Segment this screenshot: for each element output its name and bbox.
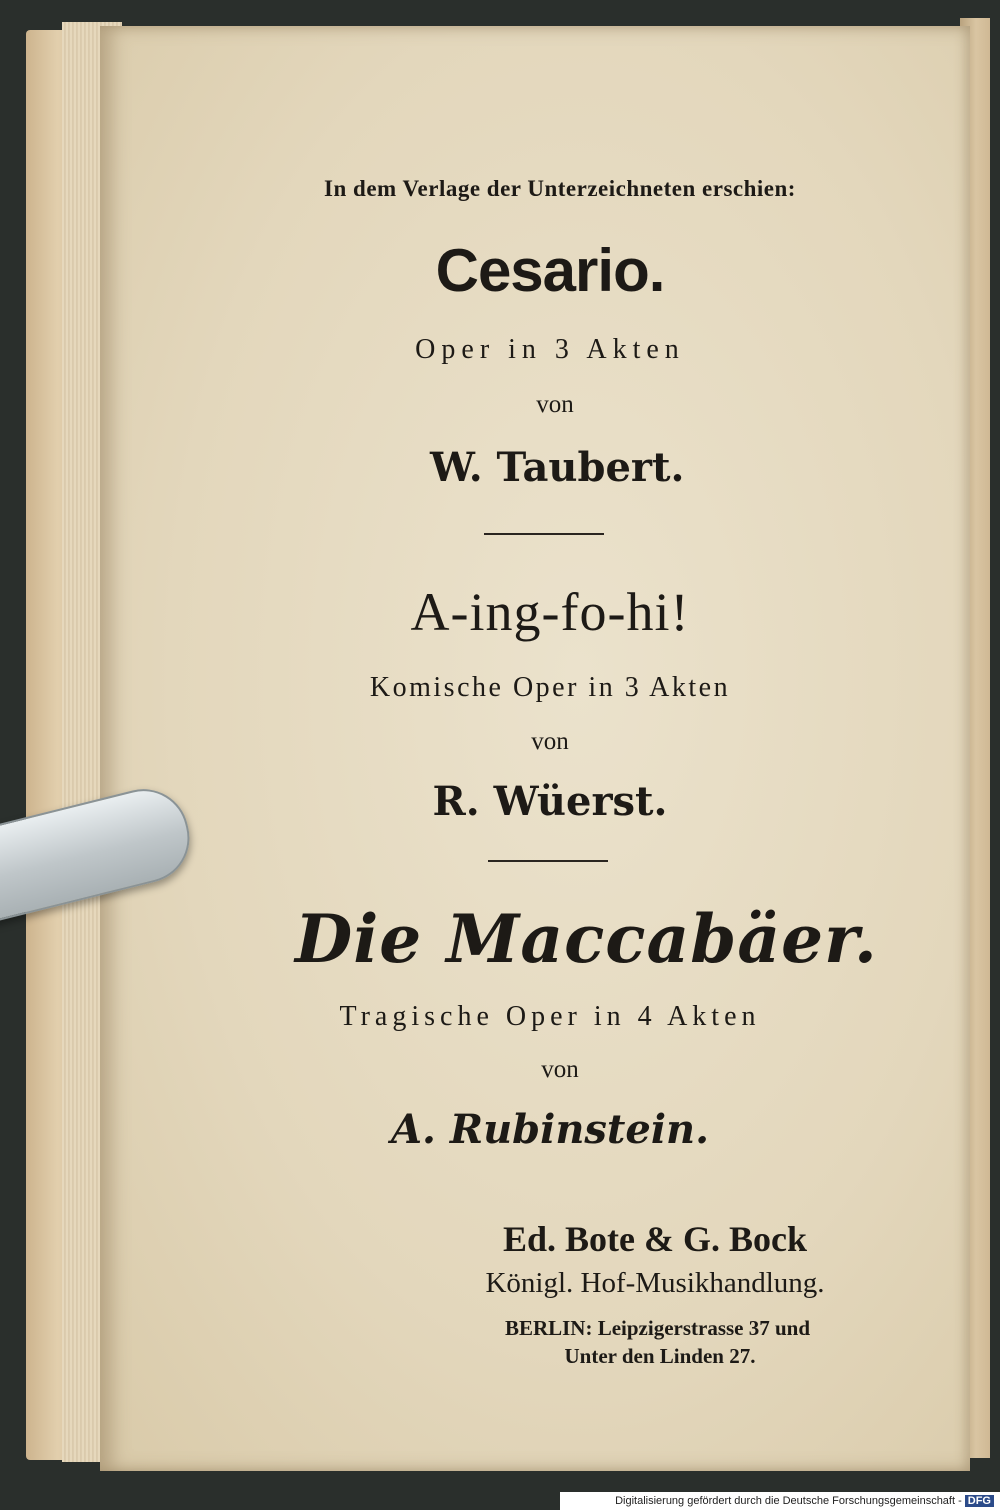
divider-rule (484, 533, 604, 535)
digitization-footer (560, 1492, 1000, 1510)
dfg-logo: DFG (965, 1495, 994, 1507)
work-by: von (541, 1056, 579, 1083)
book-page (100, 26, 970, 1471)
footer-credit: Digitalisierung gefördert durch die Deutsche Forschungsgemeinschaft - (615, 1495, 962, 1507)
work-author: W. Taubert. (430, 444, 685, 491)
publisher-address-line: Unter den Linden 27. (564, 1344, 756, 1368)
work-title-maccabaeer: Die Maccabäer. (295, 900, 878, 978)
work-author: R. Wüerst. (432, 778, 668, 825)
publisher-address-line: BERLIN: Leipzigerstrasse 37 und (504, 1316, 811, 1340)
work-subtitle: Oper in 3 Akten (415, 334, 685, 365)
work-title-aingfohi: A-ing-fo-hi! (410, 582, 690, 642)
work-subtitle: Tragische Oper in 4 Akten (339, 1001, 761, 1032)
work-subtitle: Komische Oper in 3 Akten (369, 672, 731, 703)
intro-line: In dem Verlage der Unterzeichneten erschien: (324, 176, 796, 201)
work-title-cesario: Cesario. (435, 237, 665, 304)
work-by: von (531, 728, 569, 755)
publisher-role: Königl. Hof-Musikhandlung. (485, 1267, 825, 1299)
work-by: von (536, 391, 574, 418)
work-author: A. Rubinstein. (390, 1106, 710, 1153)
divider-rule (488, 860, 608, 862)
background-strip (990, 0, 1000, 1510)
publisher-name: Ed. Bote & G. Bock (502, 1219, 807, 1259)
